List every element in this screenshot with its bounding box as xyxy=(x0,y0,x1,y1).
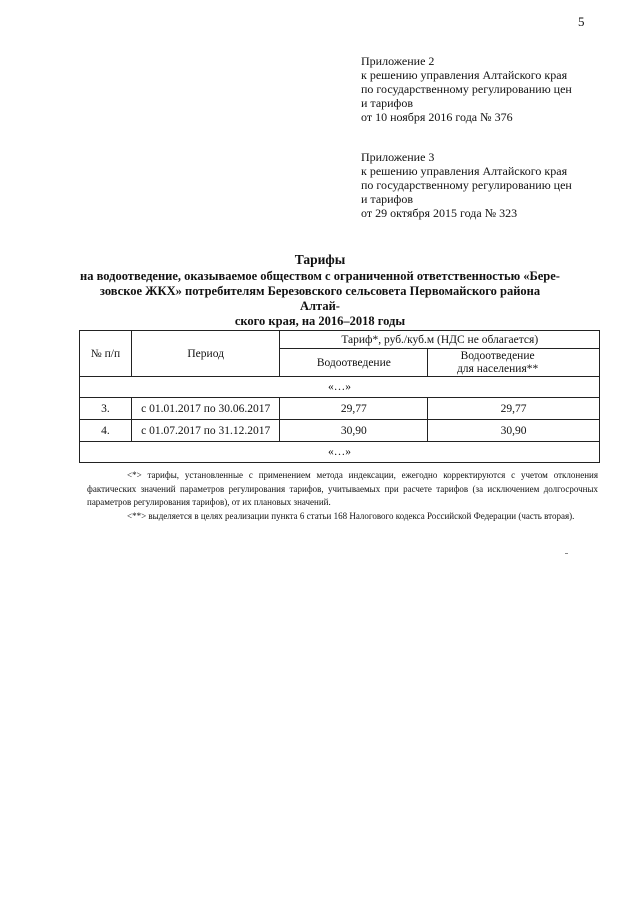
row-num: 4. xyxy=(80,420,132,442)
appendix-2-header xyxy=(361,54,572,124)
appendix-3-line: Приложение 3 xyxy=(361,150,435,164)
footnote-1: <*> тарифы, установленные с применением метода индексации, ежегодно корректируются с учетом отклонения фактических значений параметров регулирования тарифов, учитываемых при расчете тарифов (за исключением долгосрочных параметров регулирования тарифов), от их плановых значений. xyxy=(87,470,598,507)
table-row xyxy=(80,398,600,420)
appendix-2-line: от 10 ноября 2016 года № 376 xyxy=(361,110,513,124)
appendix-3-line: к решению управления Алтайского края xyxy=(361,164,568,178)
header-num: № п/п xyxy=(80,331,132,377)
subheader-line: Водоотведение xyxy=(460,349,535,362)
appendix-3-line: по государственному регулированию цен xyxy=(361,178,572,192)
appendix-2-line: по государственному регулированию цен xyxy=(361,82,572,96)
title-line: ского края, на 2016–2018 годы xyxy=(234,314,406,328)
ellipsis-row: «…» xyxy=(80,442,600,463)
footnotes xyxy=(87,469,598,523)
appendix-2-line: и тарифов xyxy=(361,96,414,110)
row-period: с 01.07.2017 по 31.12.2017 xyxy=(131,420,280,442)
page-number: 5 xyxy=(578,14,585,29)
row-wastewater-population: 30,90 xyxy=(428,420,600,442)
row-wastewater: 30,90 xyxy=(280,420,428,442)
ellipsis-row: «…» xyxy=(80,377,600,398)
title-main: Тарифы xyxy=(294,252,346,267)
scan-speck xyxy=(565,553,568,554)
appendix-3-line: и тарифов xyxy=(361,192,414,206)
title-line: на водоотведение, оказываемое обществом с ограниченной ответственностью «Бере- xyxy=(80,269,560,283)
appendix-2-line: Приложение 2 xyxy=(361,54,435,68)
appendix-3-line: от 29 октября 2015 года № 323 xyxy=(361,206,518,220)
title-line: зовское ЖКХ» потребителям Березовского сельсовета Первомайского района Алтай- xyxy=(99,284,541,313)
subheader-wastewater: Водоотведение xyxy=(280,349,428,377)
row-num: 3. xyxy=(80,398,132,420)
row-period: с 01.01.2017 по 30.06.2017 xyxy=(131,398,280,420)
table-row xyxy=(80,420,600,442)
document-title xyxy=(80,252,560,329)
header-tariff: Тариф*, руб./куб.м (НДС не облагается) xyxy=(280,331,600,349)
appendix-3-header xyxy=(361,150,572,220)
appendix-2-line: к решению управления Алтайского края xyxy=(361,68,568,82)
header-period: Период xyxy=(131,331,280,377)
subheader-wastewater-population xyxy=(428,349,600,377)
subheader-line: для населения** xyxy=(456,362,539,375)
row-wastewater: 29,77 xyxy=(280,398,428,420)
footnote-2: <**> выделяется в целях реализации пункта 6 статьи 168 Налогового кодекса Российской Федерации (часть вторая). xyxy=(127,510,575,521)
row-wastewater-population: 29,77 xyxy=(428,398,600,420)
tariff-table xyxy=(79,330,600,463)
